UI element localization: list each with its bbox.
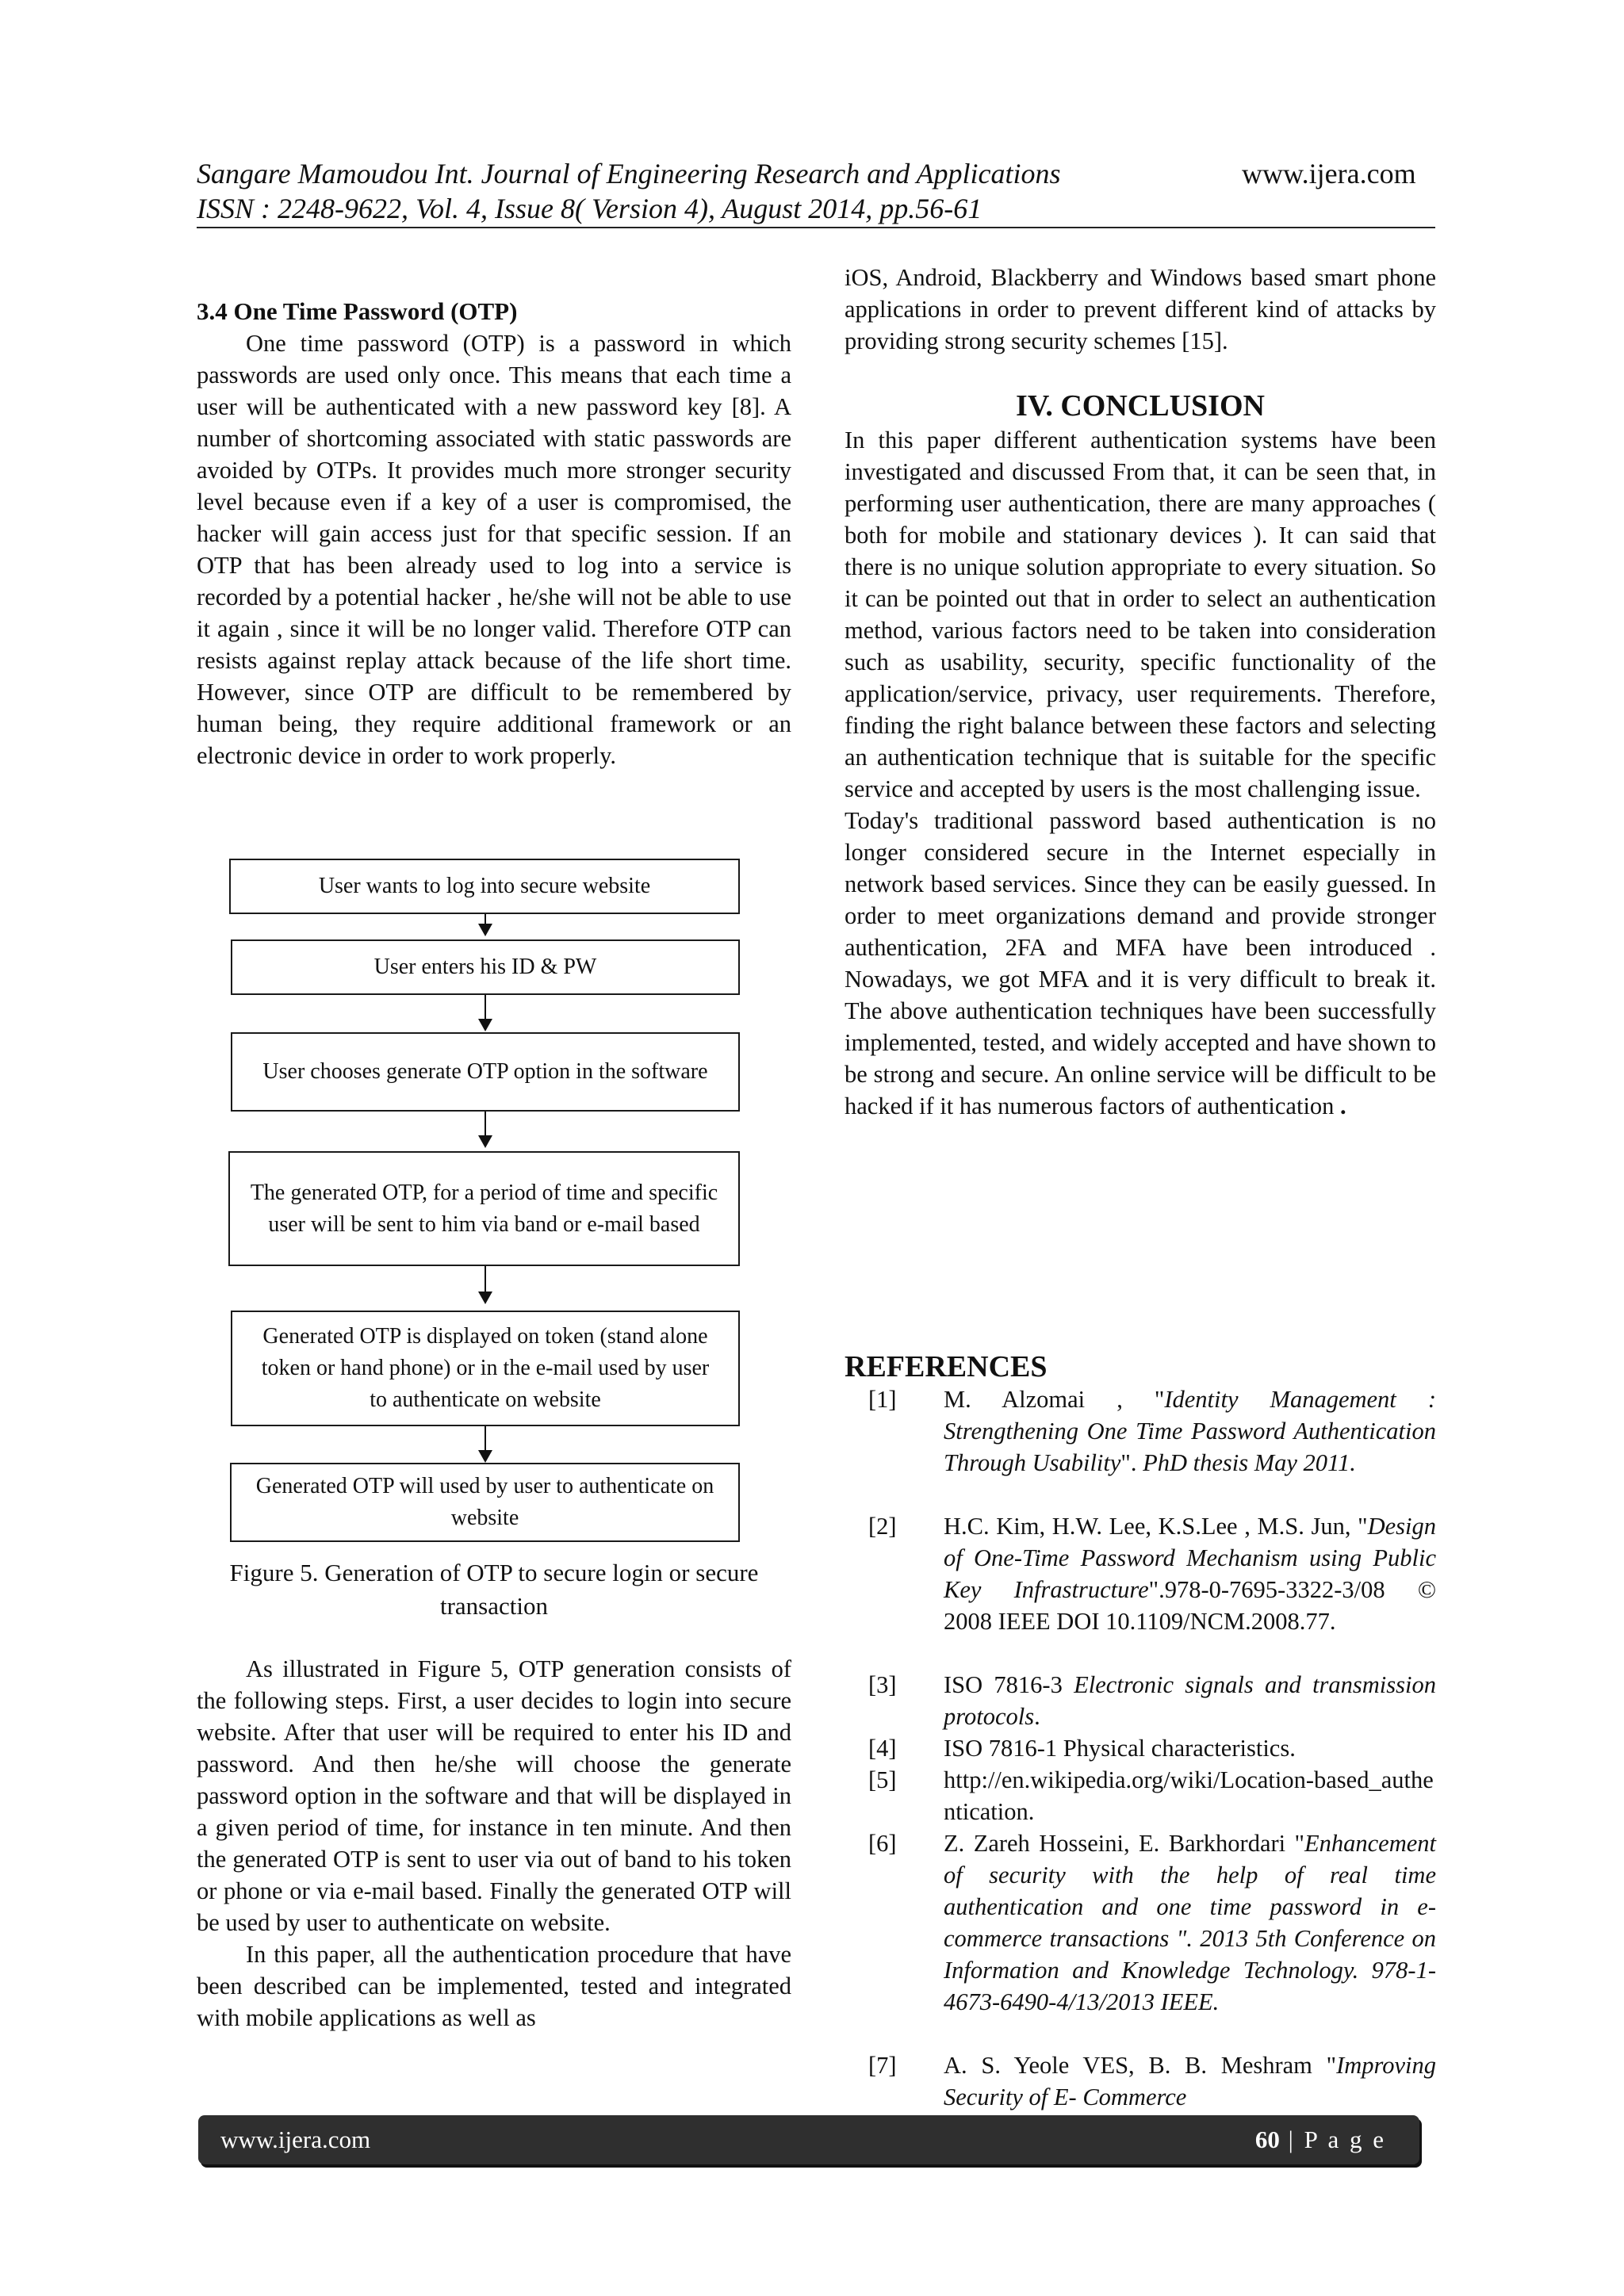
reference-link[interactable]: http://en.wikipedia.org/wiki/Location-based_authentication. <box>944 1766 1434 1825</box>
reference-item <box>845 1732 1436 1764</box>
left-column-bottom <box>197 1653 791 2034</box>
header-rule <box>197 227 1435 228</box>
page-footer <box>198 2115 1419 2164</box>
reference-text: Z. Zareh Hosseini, E. Barkhordari "Enhancement of security with the help of real time authentication and one time password in e-commerce transactions ". 2013 5th Conference on Information and Knowledge Technology. 978-1-4673-6490-4/13/2013 IEEE. <box>944 1830 1436 2015</box>
reference-text: ISO 7816-1 Physical characteristics. <box>944 1735 1296 1762</box>
reference-number: [4] <box>868 1735 897 1762</box>
reference-item <box>845 1669 1436 1732</box>
reference-text: A. S. Yeole VES, B. B. Meshram "Improving Security of E- Commerce <box>944 2052 1436 2110</box>
reference-number: [7] <box>868 2052 897 2079</box>
reference-item <box>845 2049 1436 2113</box>
flow-arrowhead-4 <box>478 1292 492 1304</box>
flow-step-1: User wants to log into secure website <box>229 859 740 914</box>
figure-5-caption: Figure 5. Generation of OTP to secure login or secure transaction <box>229 1559 759 1620</box>
reference-number: [2] <box>868 1513 897 1540</box>
reference-text: M. Alzomai , "Identity Management : Strengthening One Time Password Authentication Through Usability". PhD thesis May 2011. <box>944 1386 1436 1476</box>
reference-item <box>845 1827 1436 2049</box>
reference-number: [1] <box>868 1386 897 1413</box>
flow-step-5: Generated OTP is displayed on token (stand alone token or hand phone) or in the e-mail used by user to authenticate on website <box>231 1311 740 1426</box>
footer-url[interactable]: www.ijera.com <box>220 2126 371 2153</box>
flow-arrow-4 <box>485 1266 486 1292</box>
flow-arrow-2 <box>485 995 486 1019</box>
flow-arrow-1 <box>485 914 486 924</box>
conclusion-body <box>845 424 1436 1122</box>
flow-arrow-5 <box>485 1426 486 1450</box>
flow-step-3: User chooses generate OTP option in the software <box>231 1032 740 1112</box>
flow-arrow-3 <box>485 1112 486 1135</box>
flow-step-2: User enters his ID & PW <box>231 939 740 995</box>
flow-step-6: Generated OTP will used by user to authenticate on website <box>230 1463 740 1542</box>
conclusion-paragraph-2-text: Today's traditional password based authentication is no longer considered secure in the Internet especially in network based services. Since they can be easily guessed. In order to meet organizations demand and provide stronger authentication, 2FA and MFA have been introduced . Nowadays, we got MFA and it is very difficult to break it. The above authentication techniques have been successfully implemented, tested, and widely accepted and have shown to be strong and secure. An online service will be difficult to be hacked if it has numerous factors of authentication <box>845 807 1436 1119</box>
reference-number: [5] <box>868 1766 897 1793</box>
reference-item <box>845 1383 1436 1510</box>
running-header-issn: ISSN : 2248-9622, Vol. 4, Issue 8( Version 4), August 2014, pp.56-61 <box>197 193 982 224</box>
flow-step-4: The generated OTP, for a period of time and specific user will be sent to him via band or e-mail based <box>228 1151 740 1266</box>
references-heading: REFERENCES <box>845 1350 1048 1383</box>
flow-arrowhead-2 <box>478 1019 492 1031</box>
conclusion-paragraph-2 <box>845 805 1436 1122</box>
reference-number: [6] <box>868 1830 897 1857</box>
running-header-website: www.ijera.com <box>1242 158 1416 189</box>
running-header-journal: Sangare Mamoudou Int. Journal of Engineering Research and Applications <box>197 158 1061 189</box>
flow-arrowhead-5 <box>478 1450 492 1463</box>
reference-number: [3] <box>868 1671 897 1698</box>
reference-text: H.C. Kim, H.W. Lee, K.S.Lee , M.S. Jun, "Design of One-Time Password Mechanism using Public Key Infrastructure".978-0-7695-3322-3/08 © 2008 IEEE DOI 10.1109/NCM.2008.77. <box>944 1513 1436 1635</box>
reference-text: ISO 7816-3 Electronic signals and transmission protocols. <box>944 1671 1436 1730</box>
reference-item <box>845 1764 1436 1827</box>
conclusion-heading: IV. CONCLUSION <box>1016 389 1265 423</box>
reference-item <box>845 1510 1436 1669</box>
flow-arrowhead-3 <box>478 1135 492 1148</box>
continuation-paragraph: iOS, Android, Blackberry and Windows based smart phone applications in order to prevent different kind of attacks by providing strong security schemes [15]. <box>845 264 1436 354</box>
conclusion-paragraph-1: In this paper different authentication systems have been investigated and discussed From that, it can be seen that, in performing user authentication, there are many approaches ( both for mobile and stationary devices ). It can said that there is no unique solution appropriate to every situation. So it can be pointed out that in order to select an authentication method, various factors need to be taken into consideration such as usability, security, specific functionality of the application/service, privacy, user requirements. Therefore, finding the right balance between these factors and selecting an authentication technique that is suitable for the specific service and accepted by users is the most challenging issue. <box>845 427 1436 802</box>
section-title-otp: 3.4 One Time Password (OTP) <box>197 297 518 325</box>
left-column-top <box>197 296 791 771</box>
figure-explanation-paragraph: As illustrated in Figure 5, OTP generation consists of the following steps. First, a user decides to login into secure website. After that user will be required to enter his ID and password. And then he/she will choose the generate password option in the software and that will be displayed in a given period of time, for instance in ten minute. And then the generated OTP is sent to user via out of band to his token or phone or via e-mail based. Finally the generated OTP will be used by user to authenticate on website. <box>197 1655 791 1936</box>
otp-paragraph: One time password (OTP) is a password in which passwords are used only once. This means that each time a user will be authenticated with a new password key [8]. A number of shortcoming associated with static passwords are avoided by OTPs. It provides much more stronger security level because even if a key of a user is compromised, the hacker will gain access just for that specific session. If an OTP that has been already used to log into a service is recorded by a potential hacker , he/she will not be able to use it again , since it will be no longer valid. Therefore OTP can resists against replay attack because of the life short time. However, since OTP are difficult to be remembered by human being, they require additional framework or an electronic device in order to work properly. <box>197 330 791 769</box>
flow-arrowhead-1 <box>478 924 492 936</box>
footer-page-number: 60 | P a g e <box>1254 2126 1386 2153</box>
conclusion-paragraph-2-period: . <box>1340 1093 1346 1119</box>
right-column-top <box>845 262 1436 357</box>
integration-paragraph: In this paper, all the authentication procedure that have been described can be implemented, tested and integrated with mobile applications as well as <box>197 1941 791 2031</box>
